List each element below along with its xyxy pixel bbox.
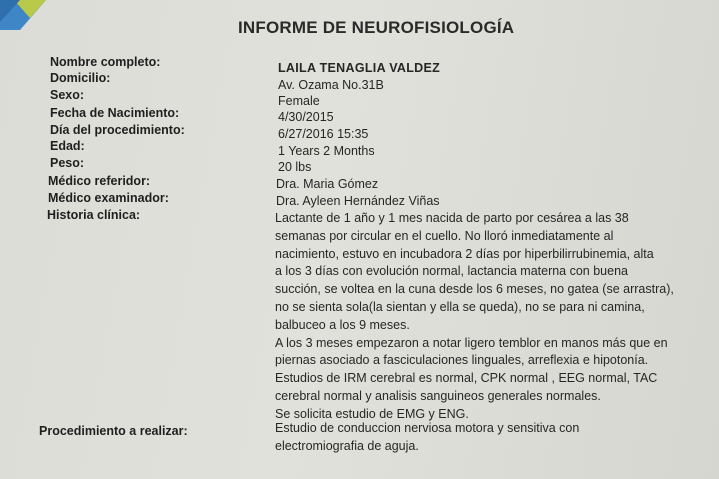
label-sexo: Sexo: (50, 88, 85, 102)
value-sexo: Female (278, 94, 320, 108)
label-edad: Edad: (50, 139, 85, 153)
historia-line: no se sienta sola(la sientan y ella se queda), no se para ni camina, (275, 299, 645, 314)
clinic-logo-corner (0, 0, 46, 30)
historia-line: semanas por circular en el cuello. No lloró inmediatamente al (275, 228, 614, 243)
value-domicilio: Av. Ozama No.31B (278, 78, 384, 92)
label-dia-procedimiento: Día del procedimiento: (50, 123, 185, 137)
label-domicilio: Domicilio: (50, 71, 111, 85)
value-medico-examinador: Dra. Ayleen Hernández Viñas (276, 194, 440, 208)
historia-line: balbuceo a los 9 meses. (275, 317, 410, 332)
historia-line: succión, se voltea en la cuna desde los 6 meses, no gatea (se arrastra), (275, 282, 674, 297)
value-edad: 1 Years 2 Months (278, 144, 375, 158)
label-nombre: Nombre completo: (50, 55, 161, 69)
label-fecha-nacimiento: Fecha de Nacimiento: (50, 106, 180, 120)
label-medico-referidor: Médico referidor: (48, 174, 151, 188)
historia-line: piernas asociado a fasciculaciones linguales, arreflexia e hipotonía. (275, 353, 649, 368)
label-peso: Peso: (50, 156, 85, 170)
label-historia-clinica: Historia clínica: (47, 208, 141, 222)
value-medico-referidor: Dra. Maria Gómez (276, 177, 379, 191)
historia-line: Estudios de IRM cerebral es normal, CPK normal , EEG normal, TAC (275, 371, 658, 386)
procedimiento-line: electromiografia de aguja. (275, 438, 419, 453)
historia-line: a los 3 días con evolución normal, lactancia materna con buena (275, 264, 628, 279)
historia-line: nacimiento, estuvo en incubadora 2 días por hiperbilirrubinemia, alta (275, 246, 654, 261)
procedimiento-text (275, 420, 579, 456)
report-title: INFORME DE NEUROFISIOLOGÍA (238, 18, 515, 37)
historia-clinica-text (275, 210, 674, 424)
historia-line: A los 3 meses empezaron a notar ligero temblor en manos más que en (275, 335, 668, 350)
historia-line: cerebral normal y analisis sanguineos generales normales. (275, 388, 601, 403)
value-peso: 20 lbs (278, 160, 312, 174)
historia-line: Se solicita estudio de EMG y ENG. (275, 406, 469, 421)
label-medico-examinador: Médico examinador: (48, 191, 169, 205)
value-nombre: LAILA TENAGLIA VALDEZ (278, 61, 441, 75)
label-procedimiento-realizar: Procedimiento a realizar: (39, 424, 188, 438)
procedimiento-line: Estudio de conduccion nerviosa motora y sensitiva con (275, 421, 580, 435)
historia-line: Lactante de 1 año y 1 mes nacida de parto por cesárea a las 38 (275, 211, 629, 225)
value-fecha-nacimiento: 4/30/2015 (278, 110, 334, 124)
value-dia-procedimiento: 6/27/2016 15:35 (278, 127, 369, 141)
